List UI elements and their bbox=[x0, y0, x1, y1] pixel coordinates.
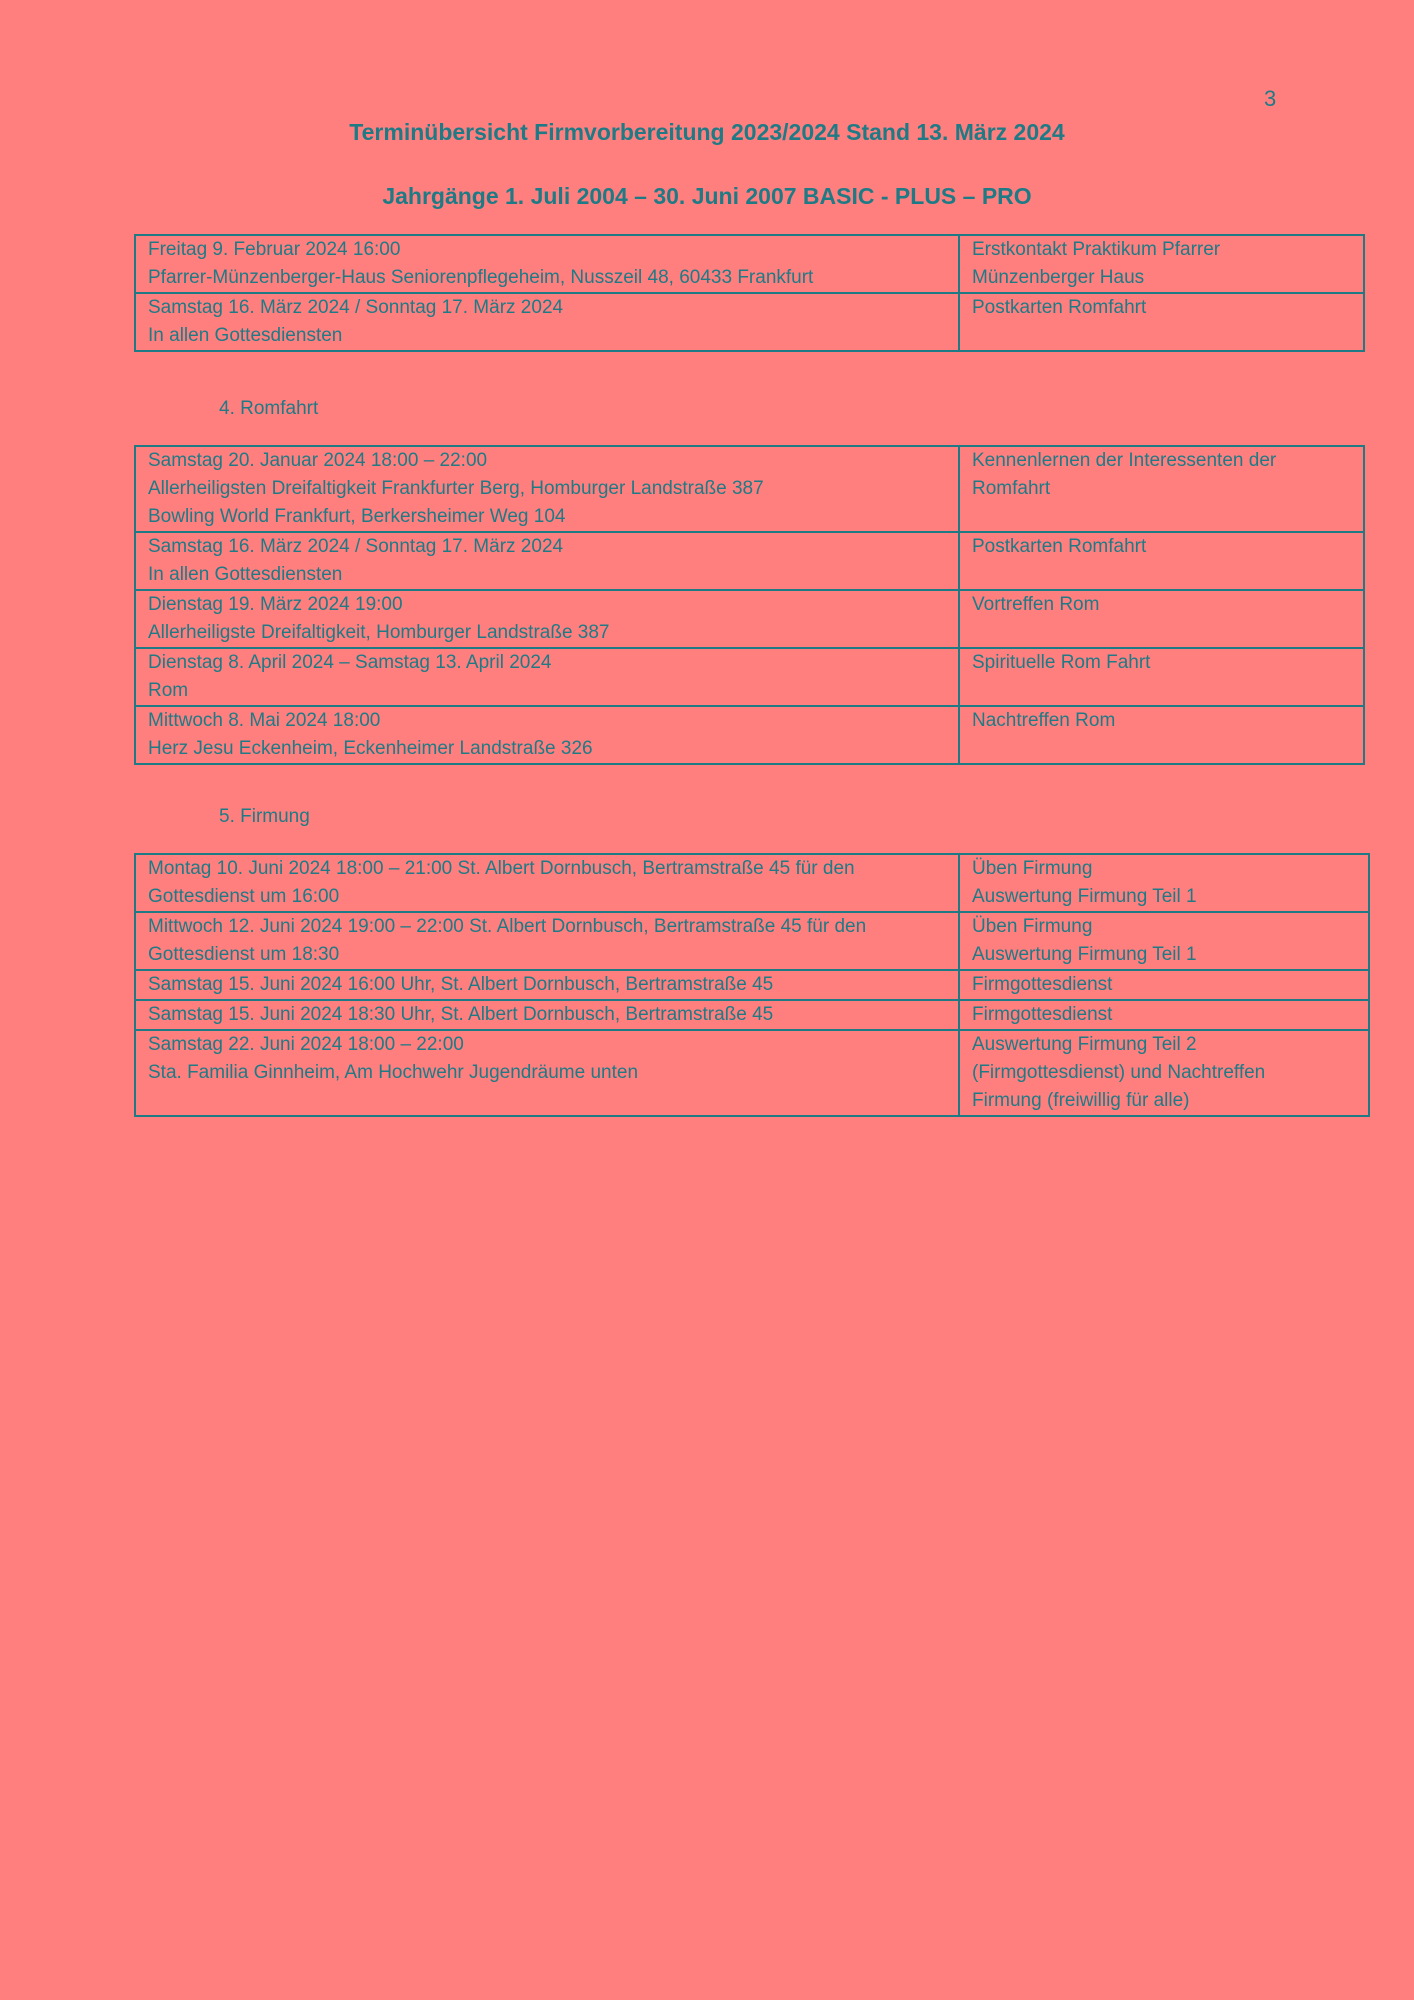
table-cell-date-location bbox=[135, 532, 959, 590]
cell-line: Spirituelle Rom Fahrt bbox=[972, 652, 1151, 673]
cell-line: Samstag 16. März 2024 / Sonntag 17. März 2024 bbox=[148, 297, 564, 318]
cell-line: Firmgottesdienst bbox=[972, 1004, 1113, 1025]
cell-line: Üben Firmung bbox=[972, 916, 1093, 937]
table-cell-date-location bbox=[135, 1000, 959, 1030]
cell-line: Dienstag 19. März 2024 19:00 bbox=[148, 594, 403, 615]
cell-line: Samstag 16. März 2024 / Sonntag 17. März 2024 bbox=[148, 536, 564, 557]
table-row bbox=[135, 532, 1364, 590]
table-row bbox=[135, 912, 1369, 970]
table-row bbox=[135, 446, 1364, 532]
cell-line: Rom bbox=[148, 680, 189, 701]
cell-line: Firmung (freiwillig für alle) bbox=[972, 1090, 1190, 1111]
cell-line: Üben Firmung bbox=[972, 858, 1093, 879]
cell-line: Bowling World Frankfurt, Berkersheimer Weg 104 bbox=[148, 506, 566, 527]
table-cell-date-location bbox=[135, 648, 959, 706]
table-cell-description bbox=[959, 1030, 1369, 1116]
table-cell-date-location bbox=[135, 446, 959, 532]
cell-line: Samstag 15. Juni 2024 16:00 Uhr, St. Albert Dornbusch, Bertramstraße 45 bbox=[148, 974, 774, 995]
cell-line: Samstag 20. Januar 2024 18:00 – 22:00 bbox=[148, 450, 488, 471]
cell-line: Firmgottesdienst bbox=[972, 974, 1113, 995]
table-row bbox=[135, 1000, 1369, 1030]
cell-line: Samstag 15. Juni 2024 18:30 Uhr, St. Albert Dornbusch, Bertramstraße 45 bbox=[148, 1004, 774, 1025]
table-cell-description bbox=[959, 446, 1364, 532]
table-cell-date-location bbox=[135, 590, 959, 648]
cell-line: Mittwoch 8. Mai 2024 18:00 bbox=[148, 710, 381, 731]
table-row bbox=[135, 235, 1364, 293]
cell-line: Postkarten Romfahrt bbox=[972, 297, 1147, 318]
cell-line: Pfarrer-Münzenberger-Haus Seniorenpflegeheim, Nusszeil 48, 60433 Frankfurt bbox=[148, 267, 814, 288]
table-cell-description bbox=[959, 854, 1369, 912]
section-heading-firmung: 5. Firmung bbox=[219, 806, 310, 827]
table-cell-description bbox=[959, 590, 1364, 648]
cell-line: Auswertung Firmung Teil 2 bbox=[972, 1034, 1197, 1055]
page-title: Terminübersicht Firmvorbereitung 2023/2024 Stand 13. März 2024 bbox=[349, 119, 1065, 145]
table-cell-date-location bbox=[135, 854, 959, 912]
table-cell-description bbox=[959, 235, 1364, 293]
table-cell-date-location bbox=[135, 235, 959, 293]
cell-line: Auswertung Firmung Teil 1 bbox=[972, 886, 1197, 907]
table-cell-date-location bbox=[135, 706, 959, 764]
schedule-table-firmung bbox=[134, 853, 1370, 1117]
cell-line: Münzenberger Haus bbox=[972, 267, 1145, 288]
cell-line: Allerheiligsten Dreifaltigkeit Frankfurter Berg, Homburger Landstraße 387 bbox=[148, 478, 764, 499]
cell-line: Kennenlernen der Interessenten der bbox=[972, 450, 1277, 471]
table-row bbox=[135, 293, 1364, 351]
table-cell-date-location bbox=[135, 912, 959, 970]
table-row bbox=[135, 706, 1364, 764]
table-cell-description bbox=[959, 293, 1364, 351]
table-cell-description bbox=[959, 1000, 1369, 1030]
cell-line: Postkarten Romfahrt bbox=[972, 536, 1147, 557]
table-cell-description bbox=[959, 912, 1369, 970]
table-row bbox=[135, 854, 1369, 912]
cell-line: Samstag 22. Juni 2024 18:00 – 22:00 bbox=[148, 1034, 464, 1055]
cell-line: Freitag 9. Februar 2024 16:00 bbox=[148, 239, 401, 260]
table-cell-date-location bbox=[135, 293, 959, 351]
table-row bbox=[135, 970, 1369, 1000]
cell-line: Auswertung Firmung Teil 1 bbox=[972, 944, 1197, 965]
table-cell-date-location bbox=[135, 1030, 959, 1116]
cell-line: Allerheiligste Dreifaltigkeit, Homburger Landstraße 387 bbox=[148, 622, 610, 643]
cell-line: Gottesdienst um 18:30 bbox=[148, 944, 340, 965]
cell-line: In allen Gottesdiensten bbox=[148, 325, 343, 346]
section-heading-romfahrt: 4. Romfahrt bbox=[219, 398, 319, 419]
cell-line: Erstkontakt Praktikum Pfarrer bbox=[972, 239, 1221, 260]
schedule-table-romfahrt bbox=[134, 445, 1365, 765]
cell-line: Nachtreffen Rom bbox=[972, 710, 1116, 731]
table-row bbox=[135, 590, 1364, 648]
cell-line: Montag 10. Juni 2024 18:00 – 21:00 St. Albert Dornbusch, Bertramstraße 45 für den bbox=[148, 858, 855, 879]
table-row bbox=[135, 648, 1364, 706]
cell-line: (Firmgottesdienst) und Nachtreffen bbox=[972, 1062, 1266, 1083]
page-number: 3 bbox=[1264, 86, 1277, 111]
table-cell-description bbox=[959, 648, 1364, 706]
cell-line: Dienstag 8. April 2024 – Samstag 13. April 2024 bbox=[148, 652, 552, 673]
cell-line: Herz Jesu Eckenheim, Eckenheimer Landstraße 326 bbox=[148, 738, 593, 759]
page-subtitle: Jahrgänge 1. Juli 2004 – 30. Juni 2007 BASIC - PLUS – PRO bbox=[382, 183, 1032, 209]
table-cell-description bbox=[959, 532, 1364, 590]
cell-line: Romfahrt bbox=[972, 478, 1051, 499]
table-cell-date-location bbox=[135, 970, 959, 1000]
cell-line: Mittwoch 12. Juni 2024 19:00 – 22:00 St. Albert Dornbusch, Bertramstraße 45 für den bbox=[148, 916, 867, 937]
table-cell-description bbox=[959, 970, 1369, 1000]
cell-line: Vortreffen Rom bbox=[972, 594, 1100, 615]
table-row bbox=[135, 1030, 1369, 1116]
schedule-table-general bbox=[134, 234, 1365, 352]
cell-line: Sta. Familia Ginnheim, Am Hochwehr Jugendräume unten bbox=[148, 1062, 639, 1083]
cell-line: Gottesdienst um 16:00 bbox=[148, 886, 340, 907]
cell-line: In allen Gottesdiensten bbox=[148, 564, 343, 585]
table-cell-description bbox=[959, 706, 1364, 764]
